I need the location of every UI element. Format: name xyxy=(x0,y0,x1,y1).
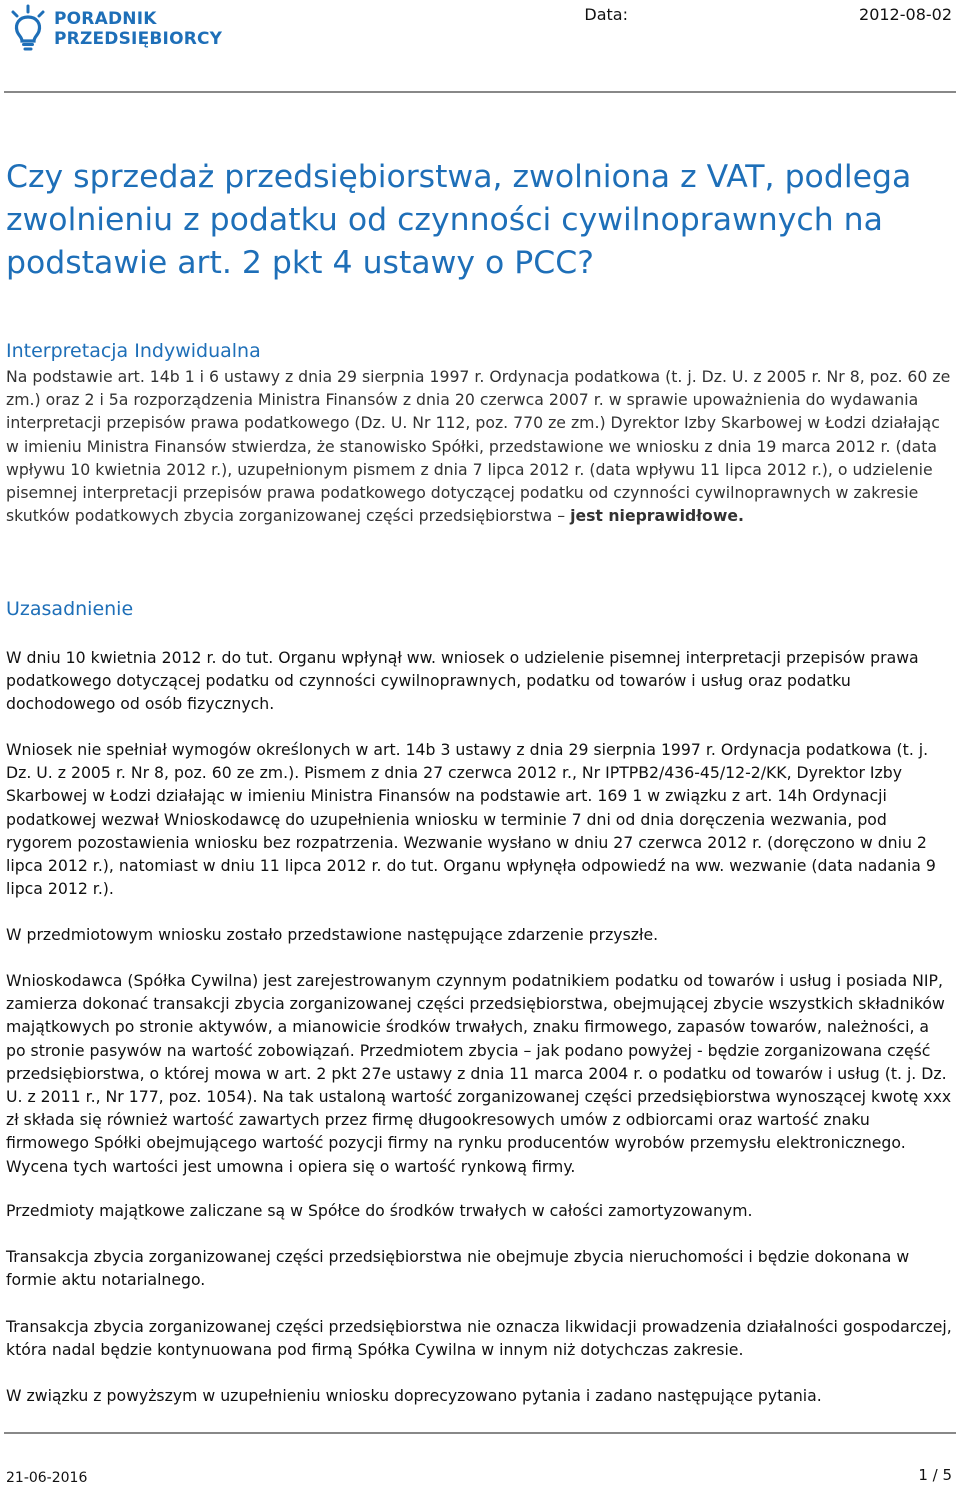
paragraph: W przedmiotowym wniosku zostało przedstawione następujące zdarzenie przyszłe. xyxy=(6,925,659,944)
intro-text: Na podstawie art. 14b 1 i 6 ustawy z dnia 29 sierpnia 1997 r. Ordynacja podatkowa (t. j. Dz. U. z 2005 r. Nr 8, poz. 60 ze zm.) oraz 2 i 5a rozporządzenia Ministra Finansów z dnia 20 czerwca 2007 r. w sprawie upoważnienia do wydawania interpretacji przepisów prawa podatkowego (Dz. U. Nr 112, poz. 770 ze zm.) Dyrektor Izby Skarbowej w Łodzi działając w imieniu Ministra Finansów stwierdza, że stanowisko Spółki, przedstawione we wniosku z dnia 19 marca 2012 r. (data wpływu 10 kwietnia 2012 r.), uzupełnionym pismem z dnia 7 lipca 2012 r. (data wpływu 11 lipca 2012 r.), o udzielenie pisemnej interpretacji przepisów prawa podatkowego dotyczącej podatku od czynności cywilnoprawnych w zakresie skutków podatkowych zbycia zorganizowanej części przedsiębiorstwa – xyxy=(6,367,951,526)
paragraph: W dniu 10 kwietnia 2012 r. do tut. Organu wpłynął ww. wniosek o udzielenie pisemnej interpretacji przepisów prawa podatkowego dotyczącej podatku od czynności cywilnoprawnych, podatku od towarów i usług oraz podatku dochodowego od osób fizycznych. xyxy=(6,648,919,714)
paragraph: Wnioskodawca (Spółka Cywilna) jest zarejestrowanym czynnym podatnikiem podatku od towarów i usług i posiada NIP, zamierza dokonać transakcji zbycia zorganizowanej części przedsiębiorstwa, obejmującej zbycie wszystkich składników majątkowych po stronie aktywów, a mianowicie środków trwałych, znaku firmowego, zapasów towarów, należności, a po stronie pasywów na wartość zobowiązań. Przedmiotem zbycia – jak podano powyżej - będzie zorganizowana część przedsiębiorstwa, o której mowa w art. 2 pkt 27e ustawy z dnia 11 marca 2004 r. o podatku od towarów i usług (t. j. Dz. U. z 2011 r., Nr 177, poz. 1054). Na tak ustaloną wartość zorganizowanej części przedsiębiorstwa wynoszącej kwotę xxx zł składa się również wartość zawartych przez firmę długookresowych umów z odbiorcami oraz wartość znaku firmowego Spółki obejmującego wartość pozycji firmy na rynku producentów wyrobów przemysłu elektronicznego. Wycena tych wartości jest umowna i opiera się o wartość rynkową firmy. xyxy=(6,971,952,1176)
logo-line-1: PORADNIK xyxy=(54,9,157,29)
footer-date: 21-06-2016 xyxy=(6,1470,88,1486)
footer-divider xyxy=(4,1432,956,1434)
paragraph: Wniosek nie spełniał wymogów określonych w art. 14b 3 ustawy z dnia 29 sierpnia 1997 r. Ordynacja podatkowa (t. j. Dz. U. z 2005 r. Nr 8, poz. 60 ze zm.). Pismem z dnia 27 czerwca 2012 r., Nr IPTPB2/436-45/12-2/KK, Dyrektor Izby Skarbowej w Łodzi działając w imieniu Ministra Finansów na podstawie art. 169 1 w związku z art. 14h Ordynacji podatkowej wezwał Wnioskodawcę do uzupełnienia wniosku w terminie 7 dni od dnia doręczenia wezwania, pod rygorem pozostawienia wniosku bez rozpatrzenia. Wezwanie wysłano w dniu 27 czerwca 2012 r. (doręczono w dniu 2 lipca 2012 r.), natomiast w dniu 11 lipca 2012 r. do tut. Organu wpłynęła odpowiedź na ww. wezwanie (data nadania 9 lipca 2012 r.). xyxy=(6,740,936,899)
intro-paragraph xyxy=(6,365,952,527)
section-heading-uzasadnienie: Uzasadnienie xyxy=(6,598,134,620)
paragraph: Transakcja zbycia zorganizowanej części przedsiębiorstwa nie oznacza likwidacji prowadzenia działalności gospodarczej, która nadal będzie kontynuowana pod firmą Spółka Cywilna w innym niż dotychczas zakresie. xyxy=(6,1317,952,1360)
document-date: 2012-08-02 xyxy=(859,5,952,24)
brand-logo xyxy=(8,4,222,52)
paragraph: Przedmioty majątkowe zaliczane są w Spółce do środków trwałych w całości zamortyzowanym. xyxy=(6,1201,753,1220)
lightbulb-logo-icon xyxy=(8,4,48,52)
paragraph: W związku z powyższym w uzupełnieniu wniosku doprecyzowano pytania i zadano następujące pytania. xyxy=(6,1386,822,1405)
verdict-text: jest nieprawidłowe. xyxy=(570,506,744,526)
logo-line-2: PRZEDSIĘBIORCY xyxy=(54,29,223,49)
page-title: Czy sprzedaż przedsiębiorstwa, zwolniona z VAT, podlega zwolnieniu z podatku od czynności cywilnoprawnych na podstawie art. 2 pkt 4 ustawy o PCC? xyxy=(6,159,912,281)
document-type-heading: Interpretacja Indywidualna xyxy=(6,340,261,362)
paragraph: Transakcja zbycia zorganizowanej części przedsiębiorstwa nie obejmuje zbycia nieruchomości i będzie dokonana w formie aktu notarialnego. xyxy=(6,1247,910,1290)
header-divider xyxy=(4,91,956,93)
date-label: Data: xyxy=(584,5,628,24)
page-number: 1 / 5 xyxy=(918,1466,952,1484)
